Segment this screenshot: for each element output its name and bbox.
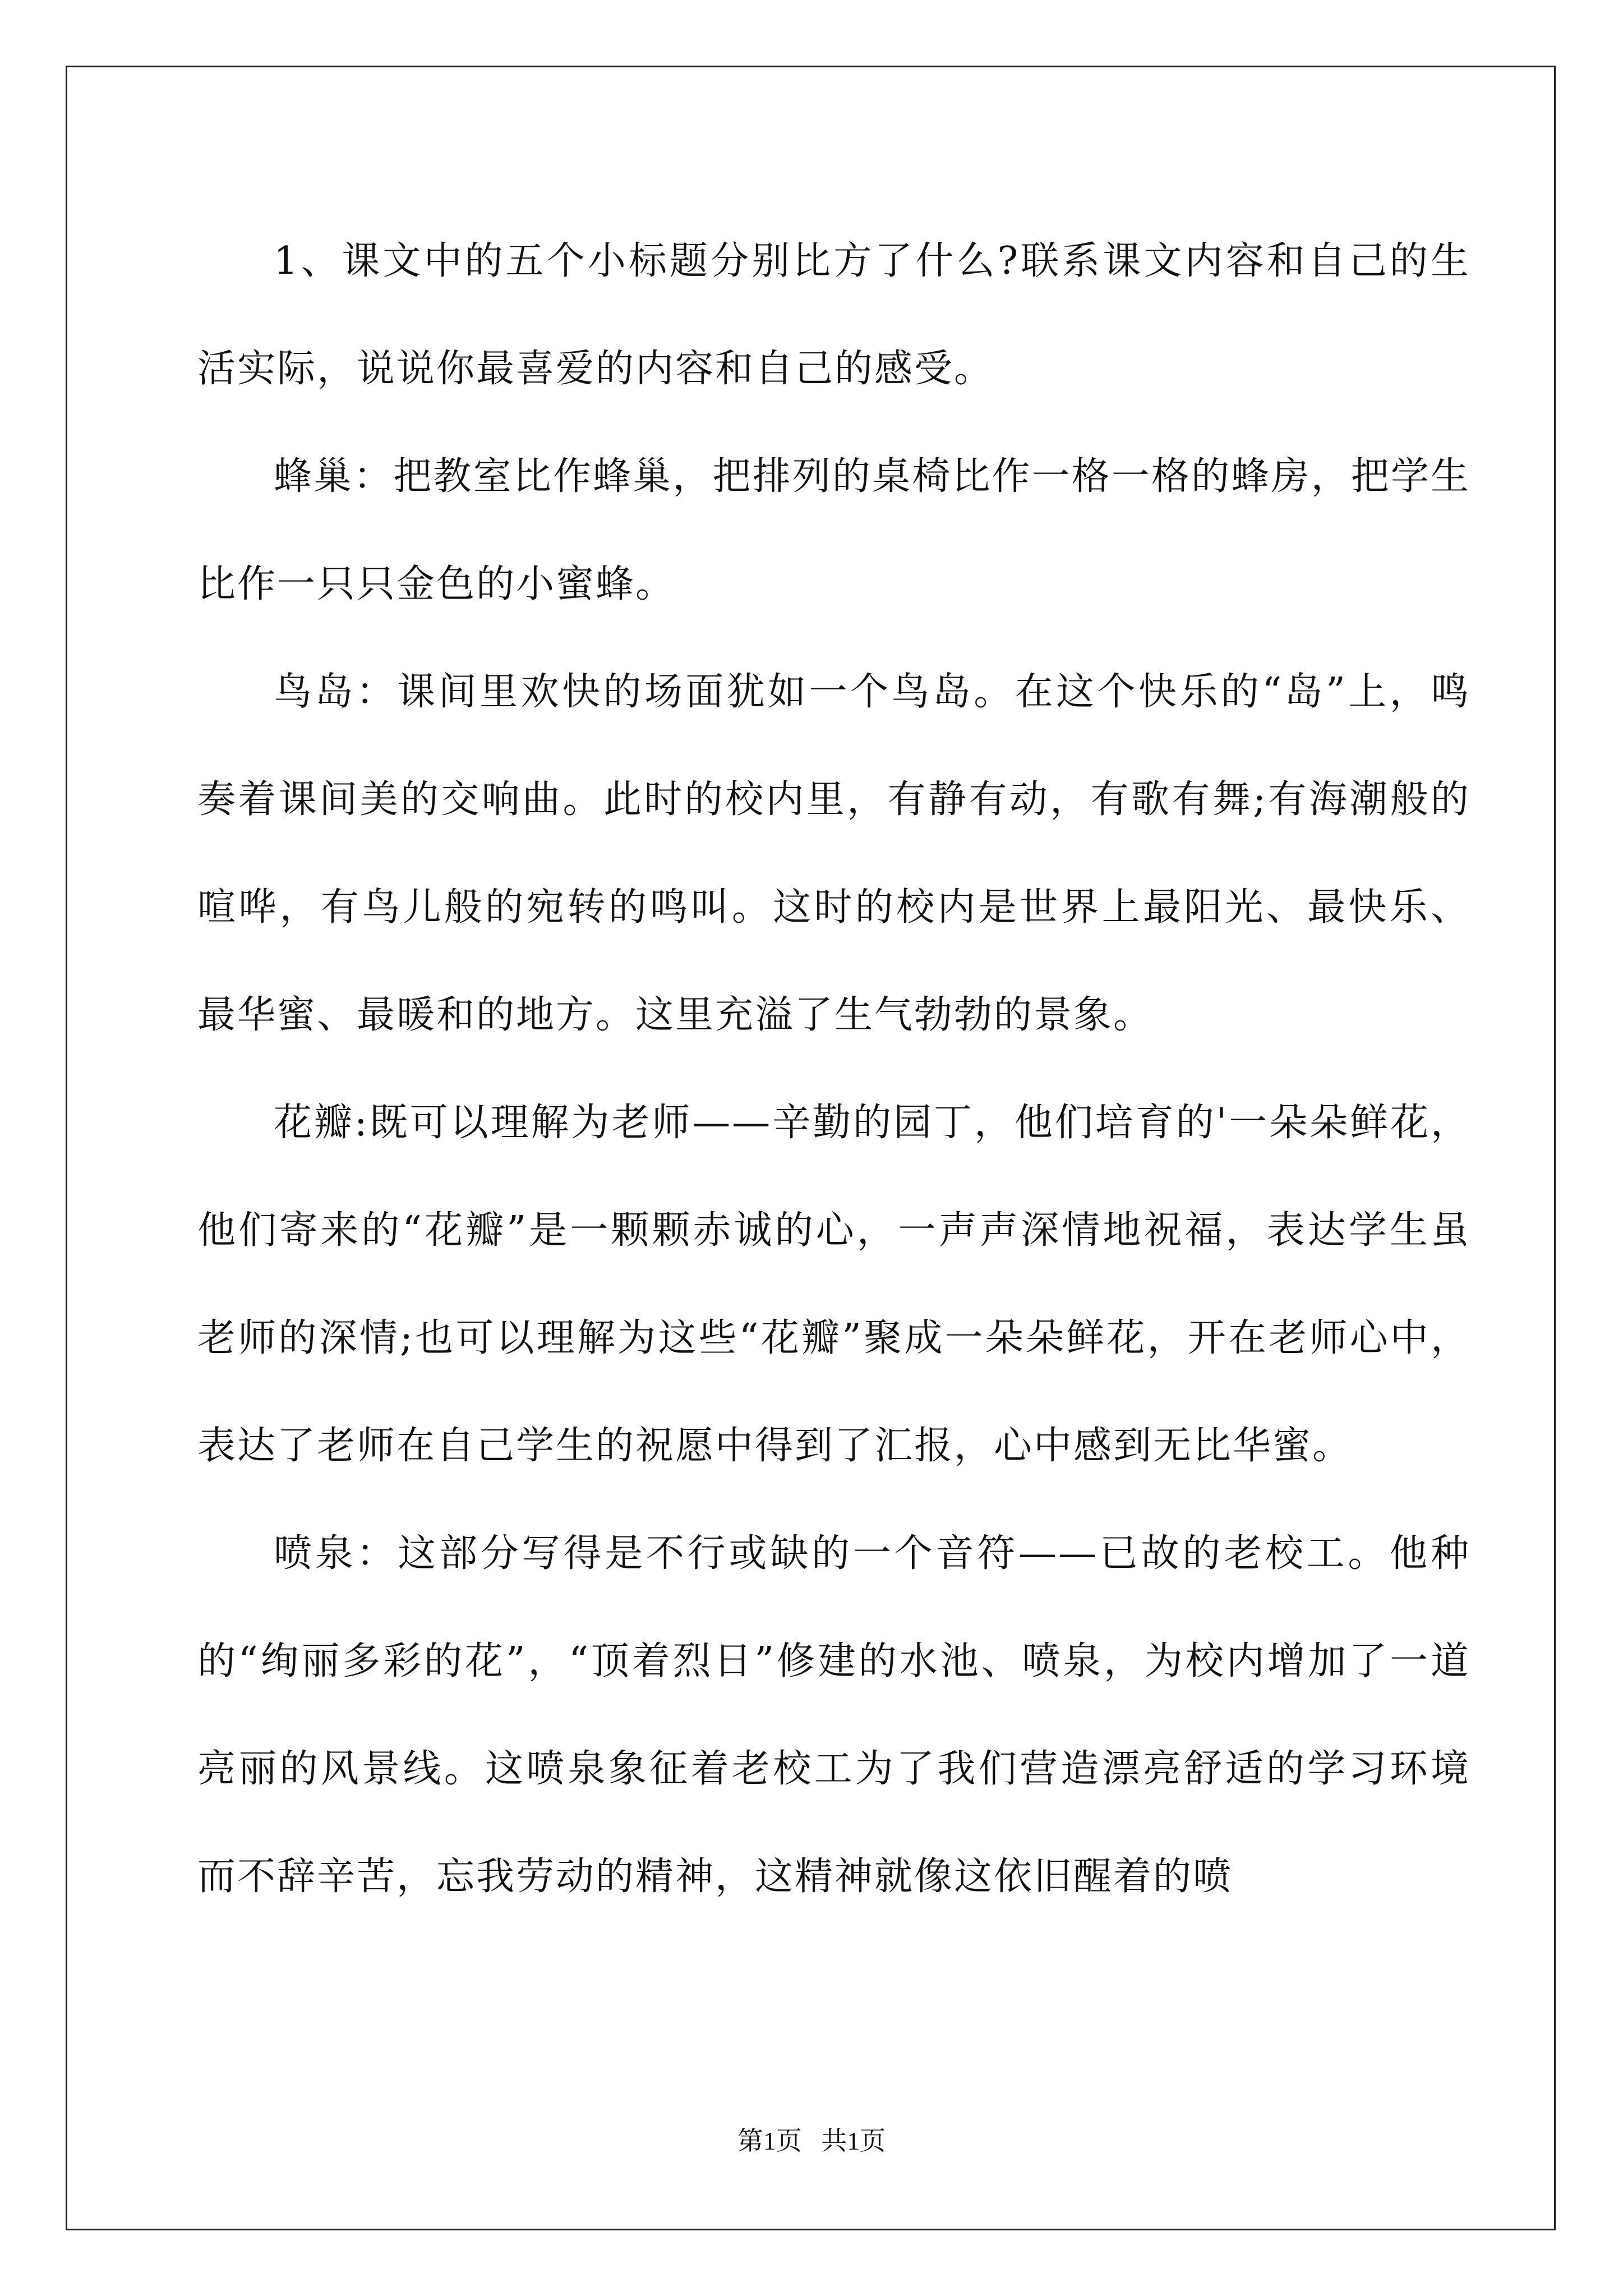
paragraph-petals: 花瓣:既可以理解为老师——辛勤的园丁，他们培育的'一朵朵鲜花，他们寄来的“花瓣”是一颗颗赤诚的心，一声声深情地祝福，表达学生虽老师的深情;也可以理解为这些“花瓣”聚成一朵朵鲜花，开在老师心中，表达了老师在自己学生的祝愿中得到了汇报，心中感到无比华蜜。 xyxy=(197,1101,1470,1468)
paragraph-fountain: 喷泉：这部分写得是不行或缺的一个音符——已故的老校工。他种的“绚丽多彩的花”，“顶着烈日”修建的水池、喷泉，为校内增加了一道亮丽的风景线。这喷泉象征着老校工为了我们营造漂亮舒适的学习环境而不辞辛苦，忘我劳动的精神，这精神就像这依旧醒着的喷 xyxy=(197,1531,1470,1899)
paragraph-beehive: 蜂巢：把教室比作蜂巢，把排列的桌椅比作一格一格的蜂房，把学生比作一只只金色的小蜜蜂。 xyxy=(197,454,1470,606)
document-body xyxy=(197,208,1470,1931)
paragraph-bird-island: 鸟岛：课间里欢快的场面犹如一个鸟岛。在这个快乐的“岛”上，鸣奏着课间美的交响曲。此时的校内里，有静有动，有歌有舞;有海潮般的喧哗，有鸟儿般的宛转的鸣叫。这时的校内是世界上最阳光、最快乐、最华蜜、最暖和的地方。这里充溢了生气勃勃的景象。 xyxy=(197,670,1470,1037)
paragraph-question: 1、课文中的五个小标题分别比方了什么?联系课文内容和自己的生活实际，说说你最喜爱的内容和自己的感受。 xyxy=(197,239,1470,391)
page-number-footer: 第1页 共1页 xyxy=(737,2127,886,2155)
